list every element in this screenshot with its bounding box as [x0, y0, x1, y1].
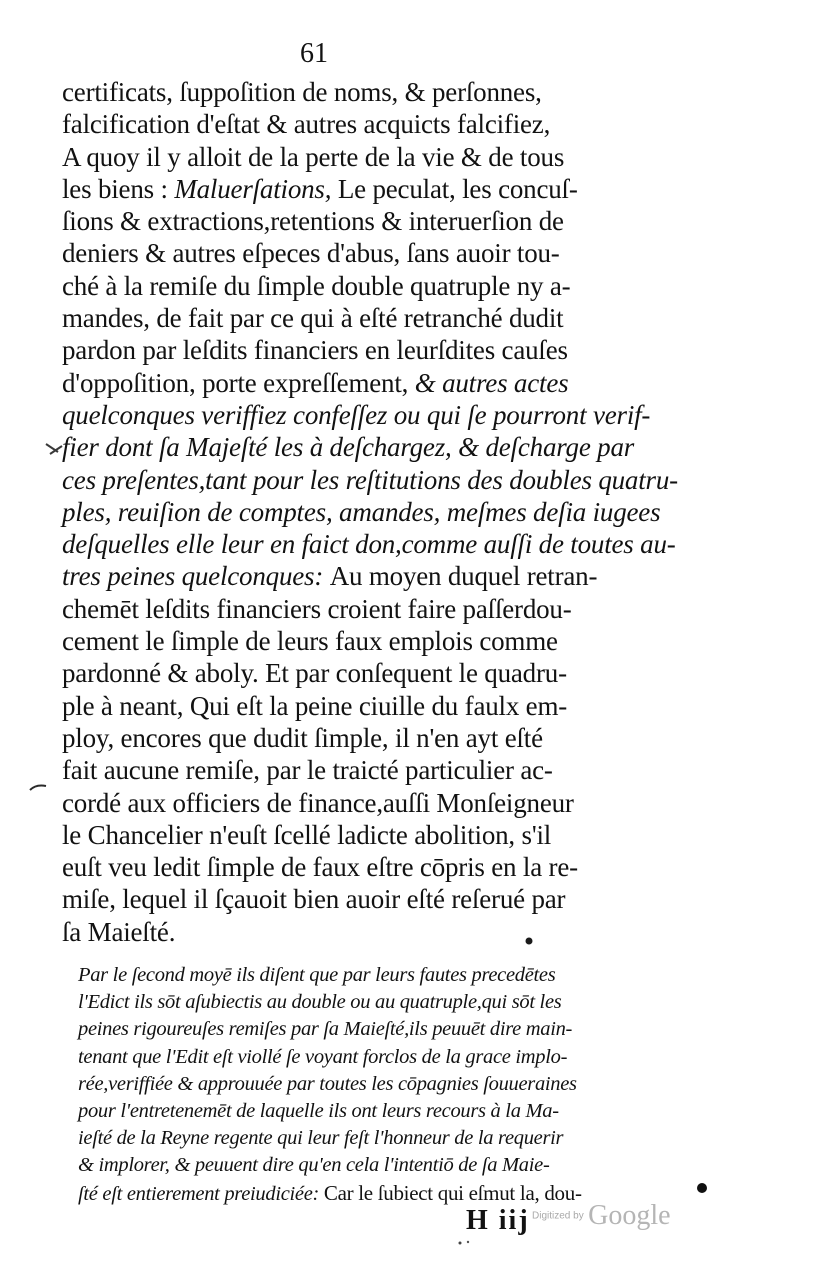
- text-line: chemēt leſdits financiers croient faire paſſerdou-: [62, 593, 572, 624]
- margin-dash-icon: [28, 780, 48, 794]
- ink-dot-icon: [522, 934, 536, 948]
- text-line: [62, 173, 662, 205]
- watermark-brand: Google: [588, 1200, 671, 1231]
- watermark-small-text: Digitized by: [532, 1210, 584, 1222]
- text-segment: Au moyen duquel retran-: [329, 561, 598, 592]
- text-line: ſions & extractions,retentions & interuerſion de: [62, 206, 564, 237]
- text-line: mandes, de fait par ce qui à eſté retranché dudit: [62, 303, 564, 334]
- text-line: [62, 367, 662, 399]
- text-line: pardonné & aboly. Et par conſequent le quadru-: [62, 658, 567, 689]
- text-line: miſe, lequel il ſçauoit bien auoir eſté reſerué par: [62, 884, 566, 915]
- text-line: cement le ſimple de leurs faux emplois comme: [62, 626, 558, 657]
- page-number: 61: [300, 38, 328, 69]
- ink-dot-icon: [694, 1180, 710, 1196]
- note-line: ieſté de la Reyne regente qui leur feſt l'honneur de la requerir: [78, 1127, 564, 1150]
- margin-tick-icon: [44, 440, 66, 460]
- text-line: ple à neant, Qui eſt la peine ciuille du faulx em-: [62, 690, 568, 721]
- text-line: deniers & autres eſpeces d'abus, ſans auoir tou-: [62, 238, 560, 269]
- note-line: peines rigoureuſes remiſes par ſa Maieſté,ils peuuēt dire main-: [78, 1018, 573, 1041]
- text-line: pardon par leſdits financiers en leurſdites cauſes: [62, 335, 568, 366]
- italic-line: deſquelles elle leur en faict don,comme auſſi de toutes au-: [62, 529, 676, 560]
- text-segment: Le peculat, les concuſ-: [331, 173, 578, 204]
- text-segment: d'oppoſition, porte expreſſement,: [62, 367, 415, 398]
- text-line: le Chancelier n'euſt ſcellé ladicte abolition, s'il: [62, 819, 552, 850]
- note-line: & implorer, & peuuent dire qu'en cela l'intentiō de ſa Maie-: [78, 1154, 550, 1177]
- ink-speck-icon: [456, 1238, 474, 1248]
- text-line: [62, 560, 662, 592]
- note-line: pour l'entretenemēt de laquelle ils ont leurs recours à la Ma-: [78, 1099, 559, 1122]
- text-line: cordé aux officiers de finance,auſſi Monſeigneur: [62, 787, 574, 818]
- note-line: rée,veriffiée & approuuée par toutes les cōpagnies ſouueraines: [78, 1072, 577, 1095]
- text-line: ploy, encores que dudit ſimple, il n'en ayt eſté: [62, 722, 543, 753]
- note-line: tenant que l'Edit eſt viollé ſe voyant forclos de la grace implo-: [78, 1045, 568, 1068]
- footnote-text: [78, 962, 648, 1207]
- text-line: A quoy il y alloit de la perte de la vie & de tous: [62, 141, 565, 172]
- text-line: falcification d'eſtat & autres acquicts falcifiez,: [62, 109, 551, 140]
- italic-line: ces preſentes,tant pour les reſtitutions des doubles quatru-: [62, 464, 678, 495]
- note-line: Par le ſecond moyē ils diſent que par leurs fautes precedētes: [78, 964, 556, 986]
- italic-line: ples, reuiſion de comptes, amandes, meſmes deſia iugees: [62, 496, 661, 527]
- italic-line: fier dont ſa Majeſté les à deſchargez, & deſcharge par: [62, 432, 635, 463]
- text-line: euſt veu ledit ſimple de faux eſtre cōpris en la re-: [62, 852, 578, 883]
- italic-segment: & autres actes: [414, 367, 569, 398]
- italic-segment: tres peines quelconques:: [62, 561, 330, 592]
- main-text: [62, 76, 678, 948]
- note-segment-upright: Car le ſubiect qui eſmut la, dou-: [323, 1180, 582, 1205]
- text-line: ſa Maieſté.: [62, 916, 176, 947]
- italic-segment: Maluerſations,: [174, 173, 332, 204]
- watermark: [532, 1200, 671, 1232]
- text-segment: les biens :: [62, 173, 175, 204]
- text-line: certificats, ſuppoſition de noms, & perſonnes,: [62, 77, 542, 107]
- italic-line: quelconques veriffiez confeſſez ou qui ſe pourront verif-: [62, 399, 651, 430]
- note-segment: ſté eſt entierement preiudiciée:: [78, 1182, 324, 1205]
- note-line: l'Edict ils sōt aſubiectis au double ou au quatruple,qui sōt les: [78, 991, 562, 1014]
- text-line: ché à la remiſe du ſimple double quatruple ny a-: [62, 270, 571, 301]
- signature-mark: H iij: [466, 1205, 530, 1236]
- text-line: fait aucune remiſe, par le traicté particulier ac-: [62, 755, 553, 786]
